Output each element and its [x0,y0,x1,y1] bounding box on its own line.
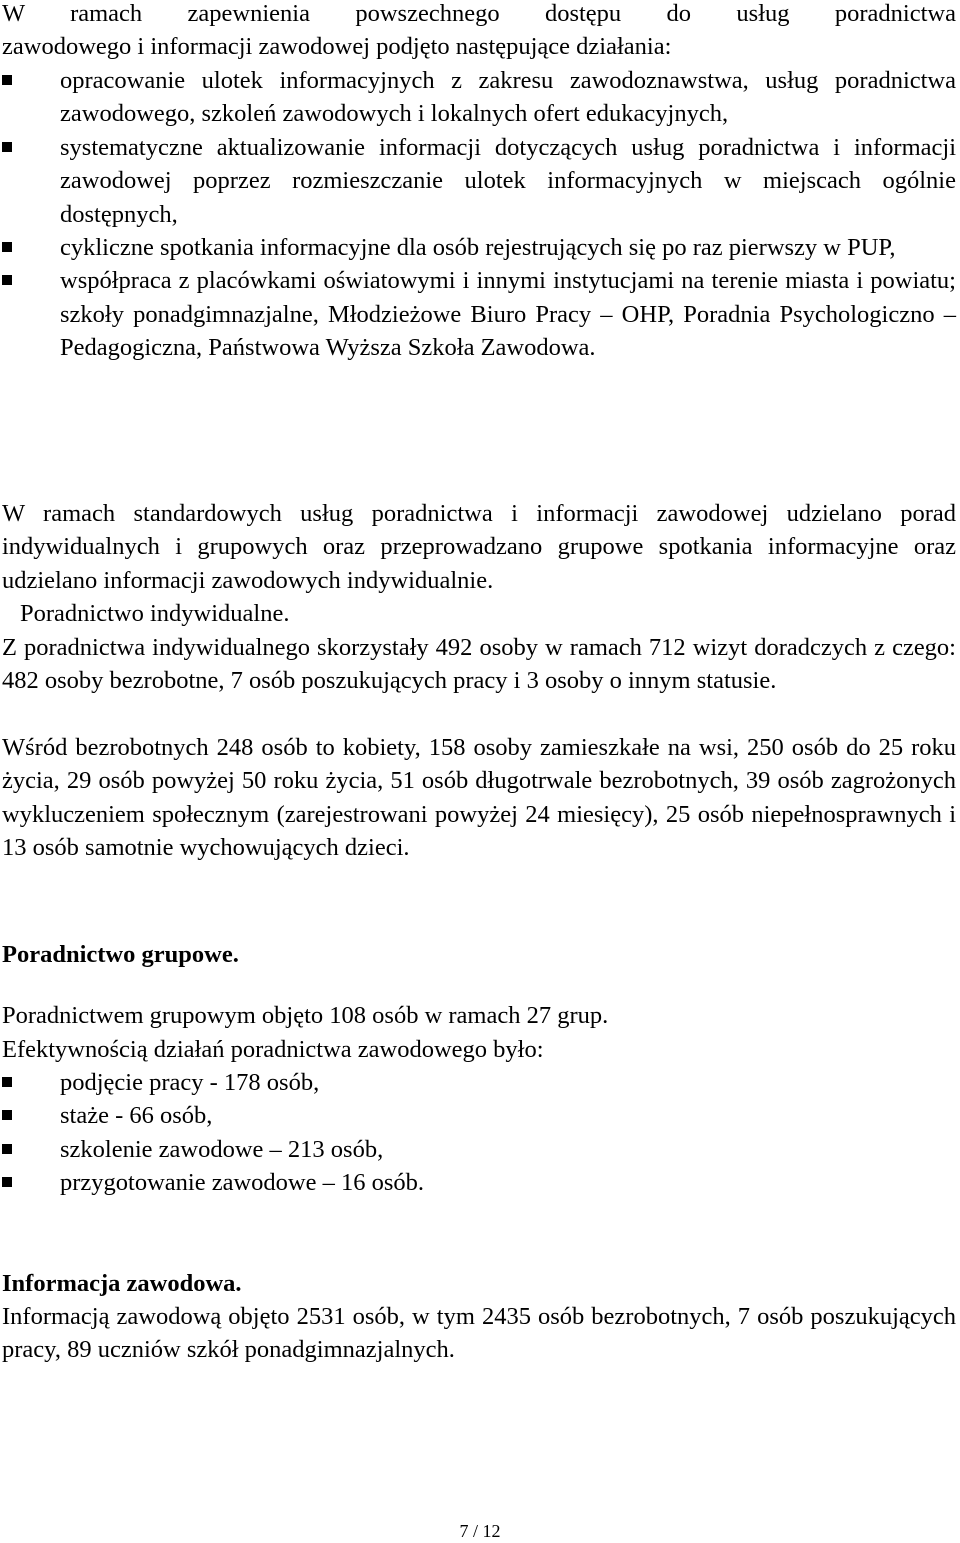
square-bullet-icon [2,75,12,85]
actions-list [2,64,956,365]
page-number: 7 / 12 [459,1521,501,1541]
list-item [2,1133,956,1166]
group-line-2: Efektywnością działań poradnictwa zawodowego było: [2,1036,544,1063]
list-item [2,231,956,264]
list-item-text: systematyczne aktualizowanie informacji dotyczących usług poradnictwa i informacji zawodowej poprzez rozmieszczanie ulotek informacyjnych w miejscach ogólnie dostępnych, [60,133,956,228]
list-item [2,264,956,364]
list-item-text: cykliczne spotkania informacyjne dla osób rejestrujących się po raz pierwszy w PUP, [60,234,896,262]
square-bullet-icon [2,242,12,252]
list-item-text: współpraca z placówkami oświatowymi i innymi instytucjami na terenie miasta i powiatu; szkoły ponadgimnazjalne, Młodzieżowe Biuro Pracy – OHP, Poradnia Psychologiczno – Pedagogiczna, Państwowa Wyższa Szkoła Zawodowa. [60,267,956,362]
intro-line-2: zawodowego i informacji zawodowej podjęto następujące działania: [2,33,672,61]
list-item-text: staże - 66 osób, [60,1102,213,1130]
group-heading: Poradnictwo grupowe. [2,941,239,968]
list-item-text: przygotowanie zawodowe – 16 osób. [60,1169,425,1197]
information-paragraph: Informacją zawodową objęto 2531 osób, w tym 2435 osób bezrobotnych, 7 osób poszukujących pracy, 89 uczniów szkół ponadgimnazjalnych. [2,1303,956,1364]
square-bullet-icon [2,1110,12,1120]
list-item-text: podjęcie pracy - 178 osób, [60,1069,320,1096]
standard-services-paragraph: W ramach standardowych usług poradnictwa i informacji zawodowej udzielano porad indywidualnych i grupowych oraz przeprowadzano grupowe spotkania informacyjne oraz udzielano informacji zawodowych indywidualnie. [2,500,956,594]
results-list [2,1066,956,1200]
square-bullet-icon [2,142,12,152]
individual-paragraph-1: Z poradnictwa indywidualnego skorzystały 492 osoby w ramach 712 wizyt doradczych z czego: 482 osoby bezrobotne, 7 osób poszukujących pracy i 3 osoby o innym statusie. [2,634,956,695]
list-item [2,1099,956,1132]
group-line-1: Poradnictwem grupowym objęto 108 osób w ramach 27 grup. [2,1002,609,1029]
information-heading: Informacja zawodowa. [2,1270,242,1297]
list-item-text: szkolenie zawodowe – 213 osób, [60,1135,384,1163]
list-item [2,131,956,231]
list-item [2,1166,956,1199]
square-bullet-icon [2,1077,12,1087]
individual-heading: Poradnictwo indywidualne. [20,600,290,627]
intro-line-1: W ramach zapewnienia powszechnego dostępu do usług poradnictwa [2,0,956,27]
list-item [2,1066,956,1099]
individual-paragraph-2: Wśród bezrobotnych 248 osób to kobiety, 158 osoby zamieszkałe na wsi, 250 osób do 25 roku życia, 29 osób powyżej 50 roku życia, 51 osób długotrwale bezrobotnych, 39 osób zagrożonych wykluczeniem społecznym (zarejestrowani powyżej 24 miesięcy), 25 osób niepełnosprawnych i 13 osób samotnie wychowujących dzieci. [2,734,956,862]
list-item [2,64,956,131]
square-bullet-icon [2,1144,12,1154]
intro-paragraph [2,0,956,64]
list-item-text: opracowanie ulotek informacyjnych z zakresu zawodoznawstwa, usług poradnictwa zawodowego, szkoleń zawodowych i lokalnych ofert edukacyjnych, [60,67,956,128]
square-bullet-icon [2,1177,12,1187]
square-bullet-icon [2,275,12,285]
